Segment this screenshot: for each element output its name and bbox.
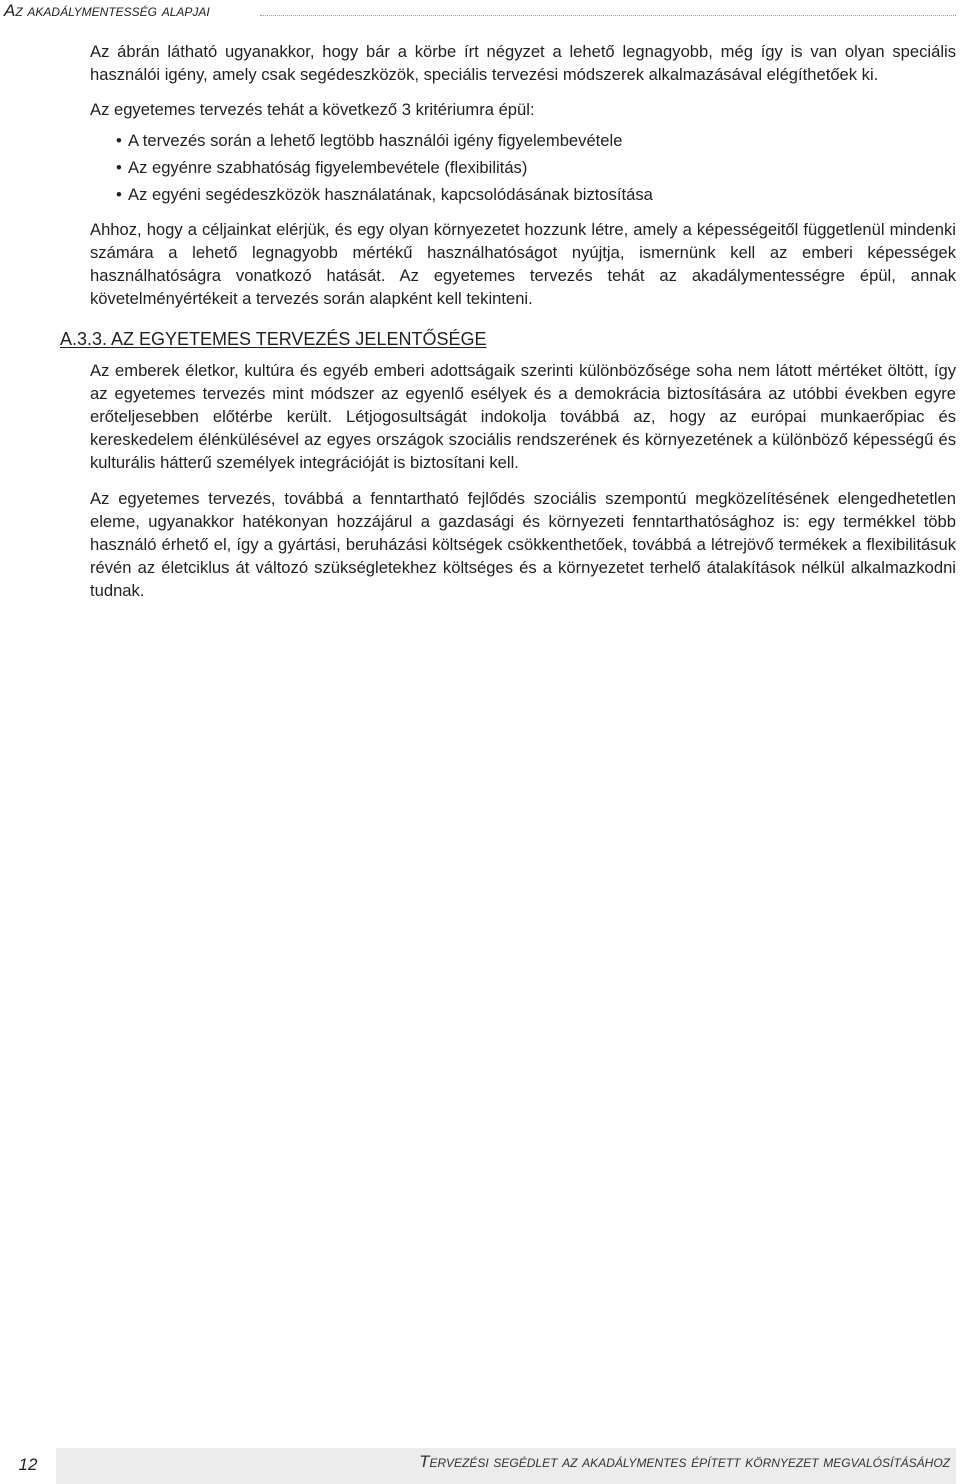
criteria-list-item: • Az egyéni segédeszközök használatának, kapcsolódásának biztosítása bbox=[128, 181, 956, 208]
section-paragraph-2: Az egyetemes tervezés, továbbá a fenntartható fejlődés szociális szempontú megközelítésének elengedhetetlen eleme, ugyanakkor hatékonyan hozzájárul a gazdasági és környezeti fenntarthatósághoz is: egy termékkel több használó érhető el, így a gyártási, beruházási költségek csökkenthetőek, továbbá a létrejövő termékek a flexibilitásuk révén az életciklus át változó szükségletekhez költséges és a környezetet terhelő átalakítások nélkül alkalmazkodni tudnak. bbox=[90, 489, 956, 600]
requirements-paragraph: Ahhoz, hogy a céljainkat elérjük, és egy olyan környezetet hozzunk létre, amely a képességeitől függetlenül mindenki számára a lehető legnagyobb mértékű használhatóságot nyújtja, ismernünk kell az emberi képességek használhatóságra vonatkozó hatását. Az egyetemes tervezés tehát az akadálymentességre épül, annak követelményértékeit a tervezés során alapként kell tekinteni. bbox=[90, 220, 956, 308]
criteria-list bbox=[90, 127, 956, 208]
section-paragraph-1: Az emberek életkor, kultúra és egyéb emberi adottságaik szerinti különbözősége soha nem látott mértéket öltött, így az egyetemes tervezés mint módszer az egyenlő esélyek és a demokrácia biztosítására az utóbbi években egyre erőteljesebben előtérbe került. Létjogosultságát indokolja továbbá az, hogy az európai munkaerőpiac és kereskedelem élénkülésével az egyes országok szociális rendszerének és környezetének a különböző képességű és kulturális hátterű személyek integrációját is biztosítani kell. bbox=[90, 361, 956, 472]
header-title: Az akadálymentesség alapjai bbox=[4, 1, 210, 20]
criteria-lead-paragraph: Az egyetemes tervezés tehát a következő 3 kritériumra épül: bbox=[90, 100, 535, 119]
header-dotted-rule bbox=[260, 15, 956, 16]
criteria-list-item: • A tervezés során a lehető legtöbb használói igény figyelembevétele bbox=[128, 127, 956, 154]
page-body bbox=[60, 40, 956, 602]
running-header bbox=[4, 0, 956, 24]
section-heading-text: A.3.3. AZ EGYETEMES TERVEZÉS JELENTŐSÉGE bbox=[60, 329, 487, 349]
intro-paragraph: Az ábrán látható ugyanakkor, hogy bár a körbe írt négyzet a lehető legnagyobb, még így is van olyan speciális használói igény, amely csak segédeszközök, speciális tervezési módszerek alkalmazásával elégíthetőek ki. bbox=[90, 42, 956, 84]
criteria-list-item: • Az egyénre szabhatóság figyelembevétele (flexibilitás) bbox=[128, 154, 956, 181]
section-heading bbox=[60, 328, 956, 351]
footer-bar bbox=[56, 1448, 956, 1484]
running-footer bbox=[0, 1448, 960, 1484]
page-number: 12 bbox=[0, 1448, 56, 1484]
footer-title: Tervezési segédlet az akadálymentes épített környezet megvalósításához bbox=[419, 1452, 950, 1471]
